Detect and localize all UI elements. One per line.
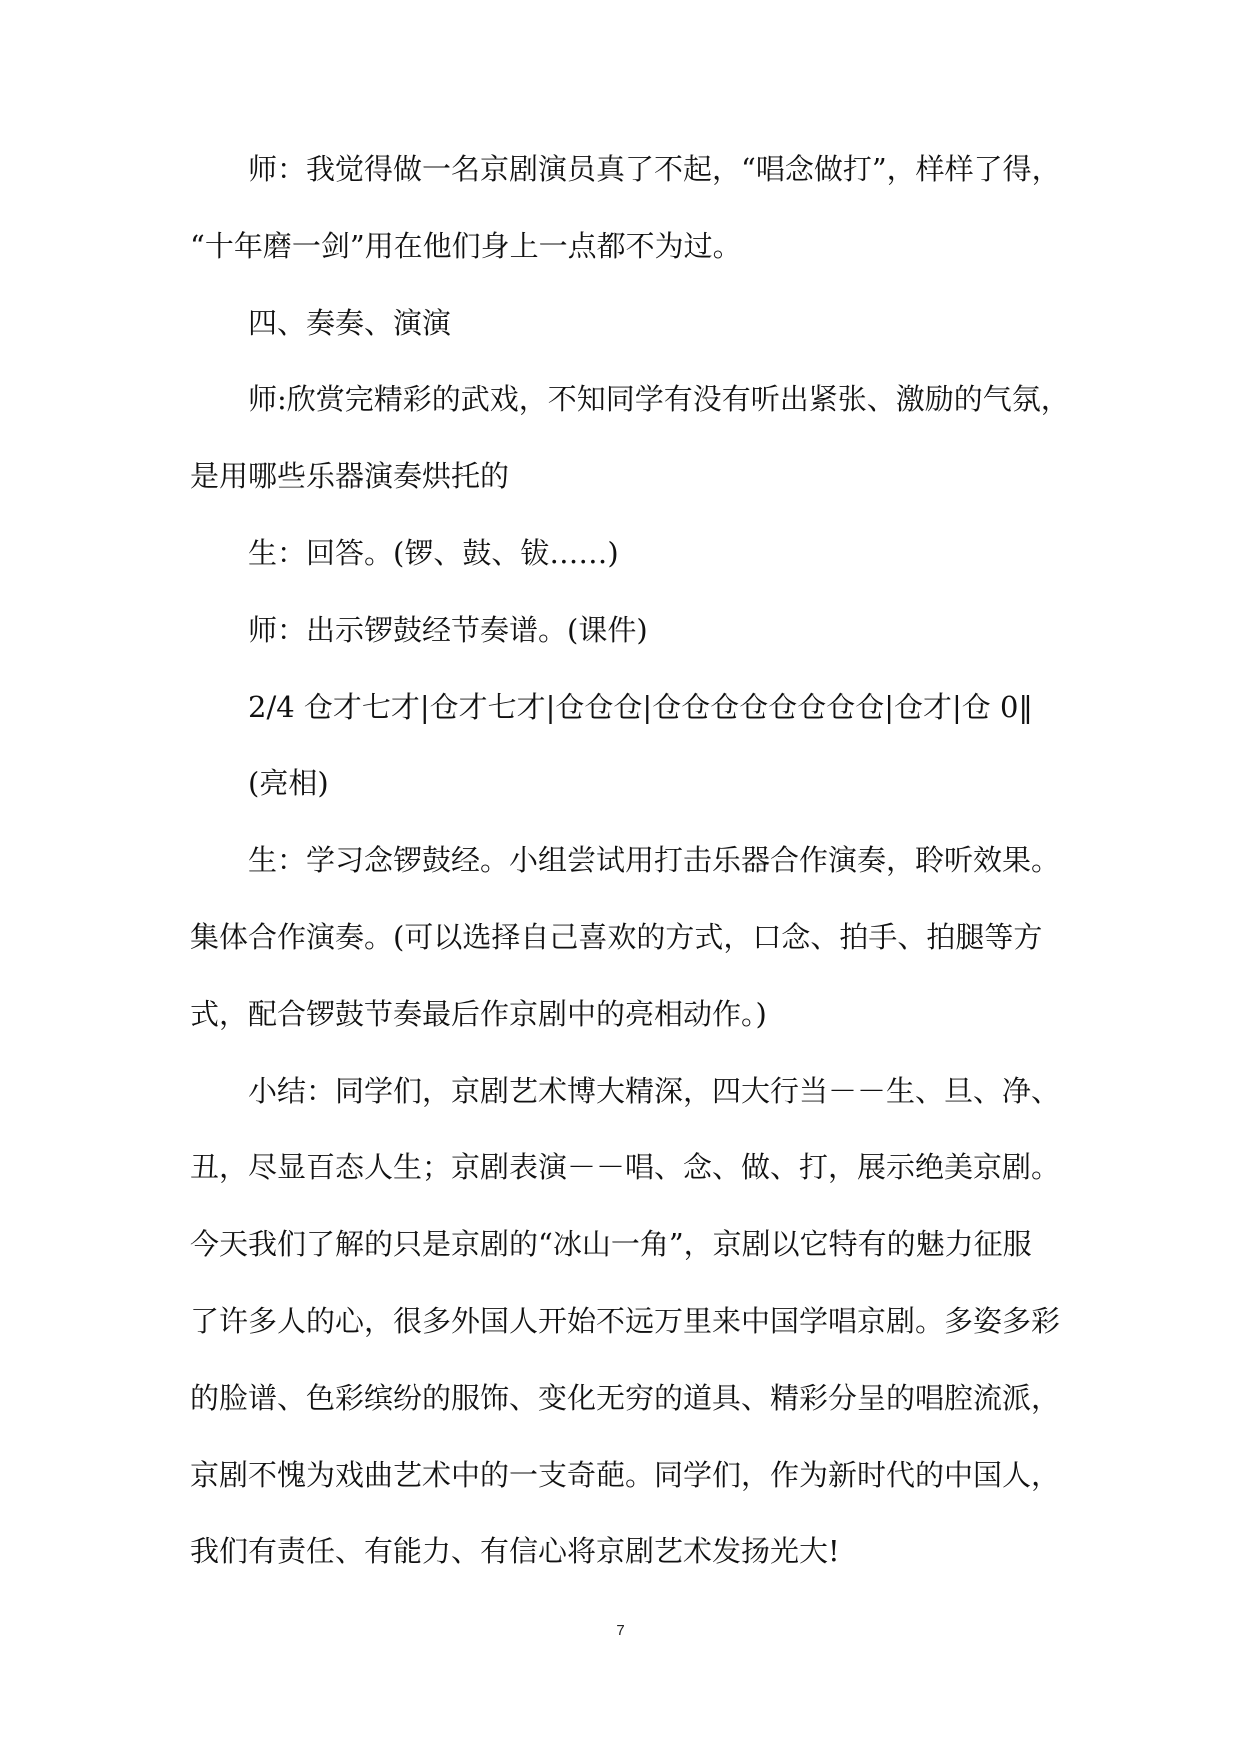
paragraph-line: 生：回答。(锣、鼓、钹……) xyxy=(248,535,619,570)
paragraph-line: 集体合作演奏。(可以选择自己喜欢的方式，口念、拍手、拍腿等方 xyxy=(190,919,1043,954)
paragraph-line: 了许多人的心，很多外国人开始不远万里来中国学唱京剧。多姿多彩 xyxy=(190,1303,1061,1338)
body-text xyxy=(190,146,1070,1605)
paragraph-line: 我们有责任、有能力、有信心将京剧艺术发扬光大! xyxy=(190,1534,840,1569)
paragraph-line: “十年磨一剑”用在他们身上一点都不为过。 xyxy=(190,228,742,263)
paragraph-line: 生：学习念锣鼓经。小组尝试用打击乐器合作演奏，聆听效果。 xyxy=(248,843,1061,878)
paragraph-line: 是用哪些乐器演奏烘托的 xyxy=(190,459,510,494)
paragraph-line: (亮相) xyxy=(248,766,329,801)
paragraph-line: 京剧不愧为戏曲艺术中的一支奇葩。同学们，作为新时代的中国人， xyxy=(190,1457,1061,1492)
page-number: 7 xyxy=(616,1622,625,1639)
paragraph-line: 师：出示锣鼓经节奏谱。(课件) xyxy=(248,612,648,647)
paragraph-line: 丑，尽显百态人生；京剧表演－－唱、念、做、打，展示绝美京剧。 xyxy=(190,1150,1061,1185)
paragraph-line: 式，配合锣鼓节奏最后作京剧中的亮相动作。) xyxy=(190,996,767,1031)
rhythm-score-line: 2/4 仓才七才|仓才七才|仓仓仓|仓仓仓仓仓仓仓仓|仓才|仓 0‖ xyxy=(248,689,1033,724)
paragraph-line: 师:欣赏完精彩的武戏，不知同学有没有听出紧张、激励的气氛， xyxy=(248,382,1070,417)
paragraph-line: 师：我觉得做一名京剧演员真了不起，“唱念做打”，样样了得， xyxy=(248,152,1061,186)
paragraph-line: 的脸谱、色彩缤纷的服饰、变化无穷的道具、精彩分呈的唱腔流派， xyxy=(190,1380,1061,1415)
paragraph-line: 小结：同学们，京剧艺术博大精深，四大行当－－生、旦、净、 xyxy=(248,1073,1061,1108)
paragraph-line: 今天我们了解的只是京剧的“冰山一角”，京剧以它特有的魅力征服 xyxy=(190,1227,1032,1262)
section-heading: 四、奏奏、演演 xyxy=(248,305,452,340)
